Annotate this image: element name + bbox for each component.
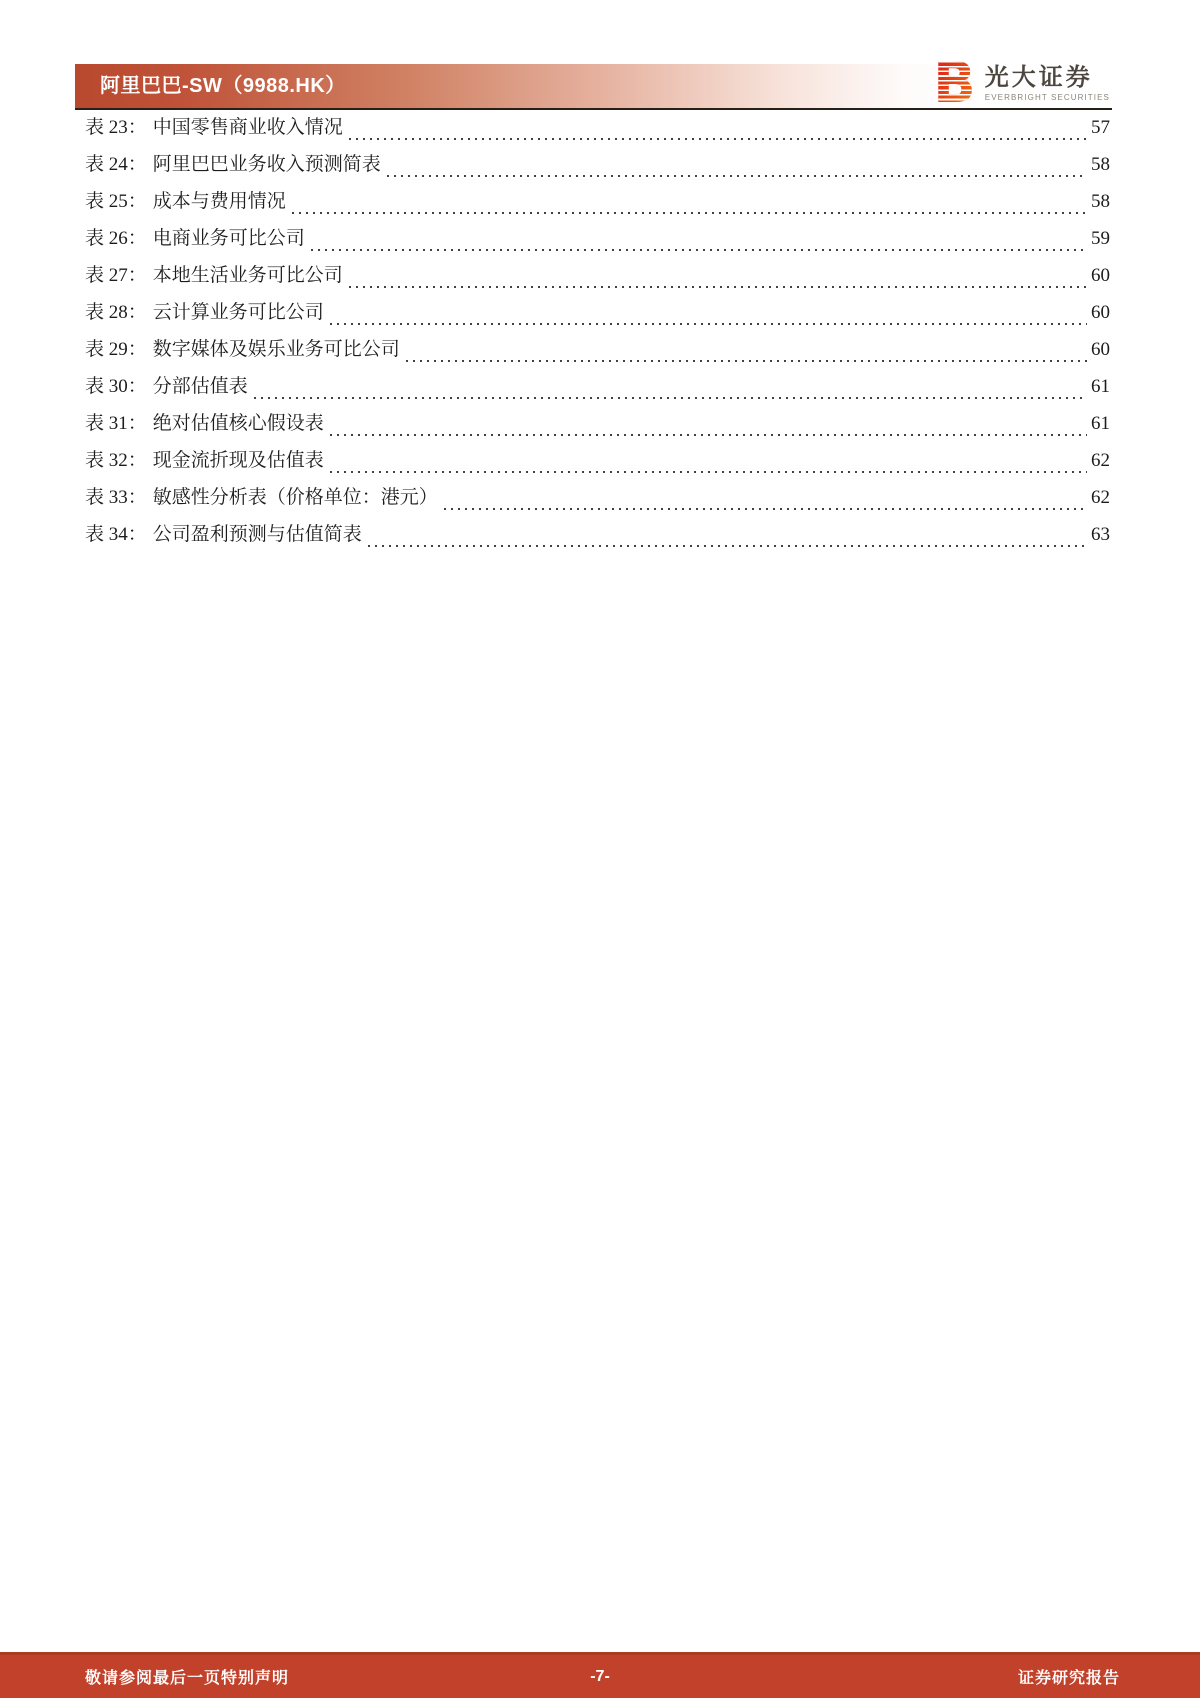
toc-entry-page: 57: [1091, 117, 1110, 138]
toc-entry-page: 61: [1091, 413, 1110, 434]
toc-entry-title: 本地生活业务可比公司: [152, 265, 343, 286]
toc-entry-prefix: 表 30：: [85, 376, 147, 397]
toc-entry-page: 58: [1091, 154, 1110, 175]
everbright-b-icon: B: [933, 51, 976, 116]
toc-entry[interactable]: [85, 408, 1110, 445]
toc-entry-prefix: 表 24：: [85, 154, 147, 175]
toc-entry-title: 现金流折现及估值表: [152, 450, 324, 471]
toc-entry-title: 敏感性分析表（价格单位：港元）: [152, 487, 438, 508]
toc-entry-title: 绝对估值核心假设表: [152, 413, 324, 434]
dot-leader: [349, 138, 1087, 140]
toc-entry-page: 61: [1091, 376, 1110, 397]
toc-entry-page: 60: [1091, 265, 1110, 286]
table-of-contents: [85, 112, 1110, 556]
footer-disclaimer: 敬请参阅最后一页特别声明: [85, 1670, 290, 1687]
toc-entry[interactable]: [85, 297, 1110, 334]
toc-entry-page: 62: [1091, 487, 1110, 508]
toc-entry-title: 分部估值表: [152, 376, 248, 397]
toc-entry-title: 电商业务可比公司: [152, 228, 305, 249]
toc-entry-prefix: 表 26：: [85, 228, 147, 249]
dot-leader: [444, 508, 1087, 510]
toc-entry-title: 云计算业务可比公司: [152, 302, 324, 323]
toc-entry-prefix: 表 27：: [85, 265, 147, 286]
toc-entry-page: 59: [1091, 228, 1110, 249]
dot-leader: [387, 175, 1087, 177]
toc-entry-title: 公司盈利预测与估值简表: [152, 524, 362, 545]
toc-entry-prefix: 表 29：: [85, 339, 147, 360]
dot-leader: [349, 286, 1087, 288]
toc-entry[interactable]: [85, 112, 1110, 149]
dot-leader: [330, 323, 1087, 325]
toc-entry-title: 成本与费用情况: [152, 191, 286, 212]
toc-entry-page: 58: [1091, 191, 1110, 212]
toc-entry-title: 阿里巴巴业务收入预测简表: [152, 154, 381, 175]
toc-entry-prefix: 表 32：: [85, 450, 147, 471]
toc-entry[interactable]: [85, 149, 1110, 186]
toc-entry-prefix: 表 25：: [85, 191, 147, 212]
toc-entry[interactable]: [85, 186, 1110, 223]
toc-entry[interactable]: [85, 260, 1110, 297]
toc-entry[interactable]: [85, 482, 1110, 519]
page-number: -7-: [590, 1667, 610, 1685]
toc-entry[interactable]: [85, 334, 1110, 371]
toc-entry[interactable]: [85, 371, 1110, 408]
toc-entry-prefix: 表 33：: [85, 487, 147, 508]
dot-leader: [292, 212, 1087, 214]
toc-entry-page: 62: [1091, 450, 1110, 471]
toc-entry-page: 63: [1091, 524, 1110, 545]
logo-name-en: EVERBRIGHT SECURITIES: [984, 93, 1110, 102]
everbright-logo: [933, 51, 1110, 116]
dot-leader: [368, 545, 1087, 547]
dot-leader: [254, 397, 1087, 399]
toc-entry-page: 60: [1091, 339, 1110, 360]
report-header: [75, 51, 1112, 116]
toc-entry-prefix: 表 31：: [85, 413, 147, 434]
toc-entry-title: 数字媒体及娱乐业务可比公司: [152, 339, 400, 360]
dot-leader: [330, 434, 1087, 436]
toc-entry-page: 60: [1091, 302, 1110, 323]
dot-leader: [311, 249, 1087, 251]
toc-entry[interactable]: [85, 519, 1110, 556]
toc-entry-title: 中国零售商业收入情况: [152, 117, 343, 138]
toc-entry[interactable]: [85, 445, 1110, 482]
logo-name-cn: 光大证券: [984, 64, 1093, 91]
page-footer: [0, 1652, 1200, 1698]
toc-entry-prefix: 表 28：: [85, 302, 147, 323]
toc-entry[interactable]: [85, 223, 1110, 260]
stock-title: 阿里巴巴-SW（9988.HK）: [100, 75, 346, 97]
dot-leader: [406, 360, 1087, 362]
toc-entry-prefix: 表 34：: [85, 524, 147, 545]
toc-entry-prefix: 表 23：: [85, 117, 147, 138]
dot-leader: [330, 471, 1087, 473]
footer-report-type: 证券研究报告: [1017, 1670, 1120, 1687]
logo-text-block: [985, 65, 1110, 103]
